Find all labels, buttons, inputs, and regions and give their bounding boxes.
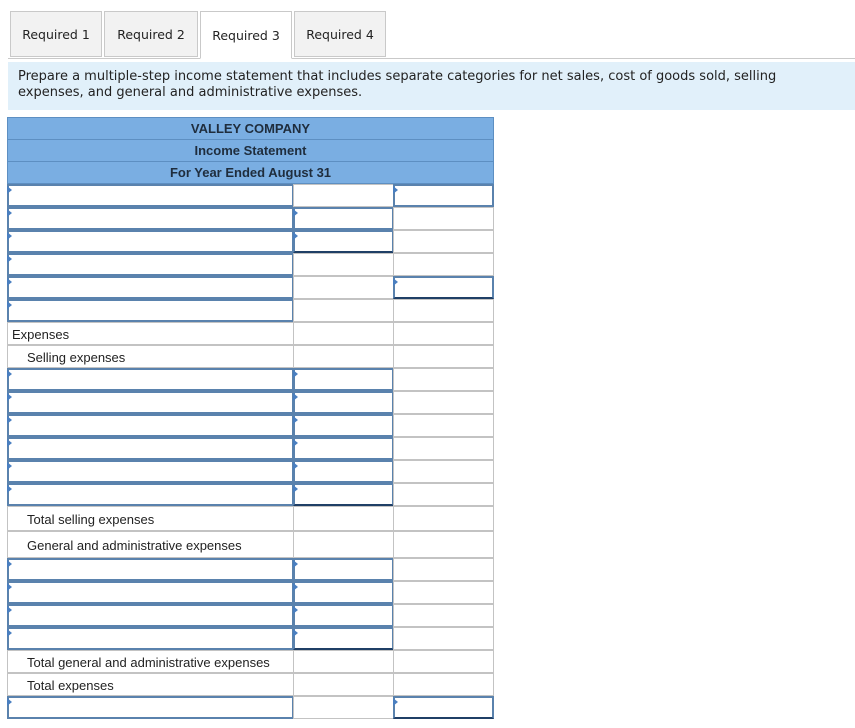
total-cell (393, 483, 494, 506)
amount-cell (293, 531, 394, 558)
label-cell (7, 531, 294, 558)
table-row (7, 627, 494, 650)
label-cell (7, 673, 294, 696)
tab-required-4[interactable]: Required 4 (294, 11, 386, 57)
total-cell (393, 506, 494, 531)
table-row (7, 531, 494, 558)
amount-cell (293, 345, 394, 368)
label-cell (7, 506, 294, 531)
account-input[interactable] (7, 253, 294, 276)
total-input[interactable] (393, 276, 494, 299)
table-row (7, 460, 494, 483)
label-cell (7, 322, 294, 345)
expenses-label: Expenses (12, 327, 70, 342)
total-cell (393, 299, 494, 322)
total-cell (393, 322, 494, 345)
table-row (7, 414, 494, 437)
table-row (7, 437, 494, 460)
amount-input[interactable] (293, 627, 394, 650)
total-cell (393, 207, 494, 230)
account-input[interactable] (7, 184, 294, 207)
table-row (7, 604, 494, 627)
income-statement-table (7, 117, 494, 719)
table-row (7, 506, 494, 531)
total-cell (393, 627, 494, 650)
total-cell (393, 604, 494, 627)
amount-input[interactable] (293, 581, 394, 604)
table-row (7, 184, 494, 207)
amount-input[interactable] (293, 558, 394, 581)
total-cell (393, 460, 494, 483)
statement-period: For Year Ended August 31 (7, 161, 494, 184)
table-row (7, 253, 494, 276)
total-cell (393, 673, 494, 696)
amount-input[interactable] (293, 460, 394, 483)
amount-input[interactable] (293, 414, 394, 437)
amount-cell (293, 673, 394, 696)
table-row (7, 558, 494, 581)
account-input[interactable] (7, 696, 294, 719)
tab-required-1[interactable]: Required 1 (10, 11, 102, 57)
amount-input[interactable] (293, 230, 394, 253)
account-input[interactable] (7, 299, 294, 322)
table-row (7, 391, 494, 414)
instruction-text: Prepare a multiple-step income statement that includes separate categories for net sales, cost of goods sold, selling expenses, and general and administrative expenses. (8, 62, 855, 110)
table-row (7, 581, 494, 604)
total-cell (393, 368, 494, 391)
table-row (7, 276, 494, 299)
account-input[interactable] (7, 460, 294, 483)
label-cell (7, 650, 294, 673)
amount-cell (293, 506, 394, 531)
total-gen-admin-label: Total general and administrative expenses (27, 655, 270, 670)
account-input[interactable] (7, 414, 294, 437)
amount-cell (293, 184, 394, 207)
amount-input[interactable] (293, 207, 394, 230)
total-cell (393, 437, 494, 460)
account-input[interactable] (7, 558, 294, 581)
account-input[interactable] (7, 391, 294, 414)
account-input[interactable] (7, 627, 294, 650)
gen-admin-expenses-label: General and administrative expenses (27, 538, 242, 553)
amount-input[interactable] (293, 391, 394, 414)
amount-cell (293, 253, 394, 276)
total-cell (393, 531, 494, 558)
statement-title: Income Statement (7, 139, 494, 162)
total-cell (393, 558, 494, 581)
account-input[interactable] (7, 368, 294, 391)
amount-input[interactable] (293, 368, 394, 391)
amount-cell (293, 322, 394, 345)
total-cell (393, 253, 494, 276)
tab-required-2[interactable]: Required 2 (104, 11, 198, 57)
amount-cell (293, 299, 394, 322)
table-row (7, 673, 494, 696)
account-input[interactable] (7, 437, 294, 460)
total-cell (393, 650, 494, 673)
label-cell (7, 345, 294, 368)
account-input[interactable] (7, 276, 294, 299)
table-row (7, 483, 494, 506)
amount-cell (293, 696, 394, 719)
selling-expenses-label: Selling expenses (27, 350, 126, 365)
account-input[interactable] (7, 581, 294, 604)
tab-required-3[interactable]: Required 3 (200, 11, 292, 59)
total-cell (393, 230, 494, 253)
account-input[interactable] (7, 604, 294, 627)
table-row (7, 368, 494, 391)
total-expenses-label: Total expenses (27, 678, 114, 693)
table-row (7, 299, 494, 322)
table-row (7, 207, 494, 230)
total-selling-expenses-label: Total selling expenses (27, 512, 155, 527)
account-input[interactable] (7, 230, 294, 253)
table-row (7, 696, 494, 719)
amount-input[interactable] (293, 483, 394, 506)
amount-cell (293, 276, 394, 299)
table-row (7, 322, 494, 345)
amount-input[interactable] (293, 604, 394, 627)
table-row (7, 345, 494, 368)
amount-input[interactable] (293, 437, 394, 460)
table-row (7, 650, 494, 673)
total-cell (393, 391, 494, 414)
amount-cell (293, 650, 394, 673)
company-name: VALLEY COMPANY (7, 117, 494, 140)
account-input[interactable] (7, 207, 294, 230)
tab-bar (8, 10, 855, 59)
total-cell (393, 581, 494, 604)
total-cell (393, 414, 494, 437)
total-input[interactable] (393, 184, 494, 207)
account-input[interactable] (7, 483, 294, 506)
total-cell (393, 345, 494, 368)
table-row (7, 230, 494, 253)
total-input[interactable] (393, 696, 494, 719)
